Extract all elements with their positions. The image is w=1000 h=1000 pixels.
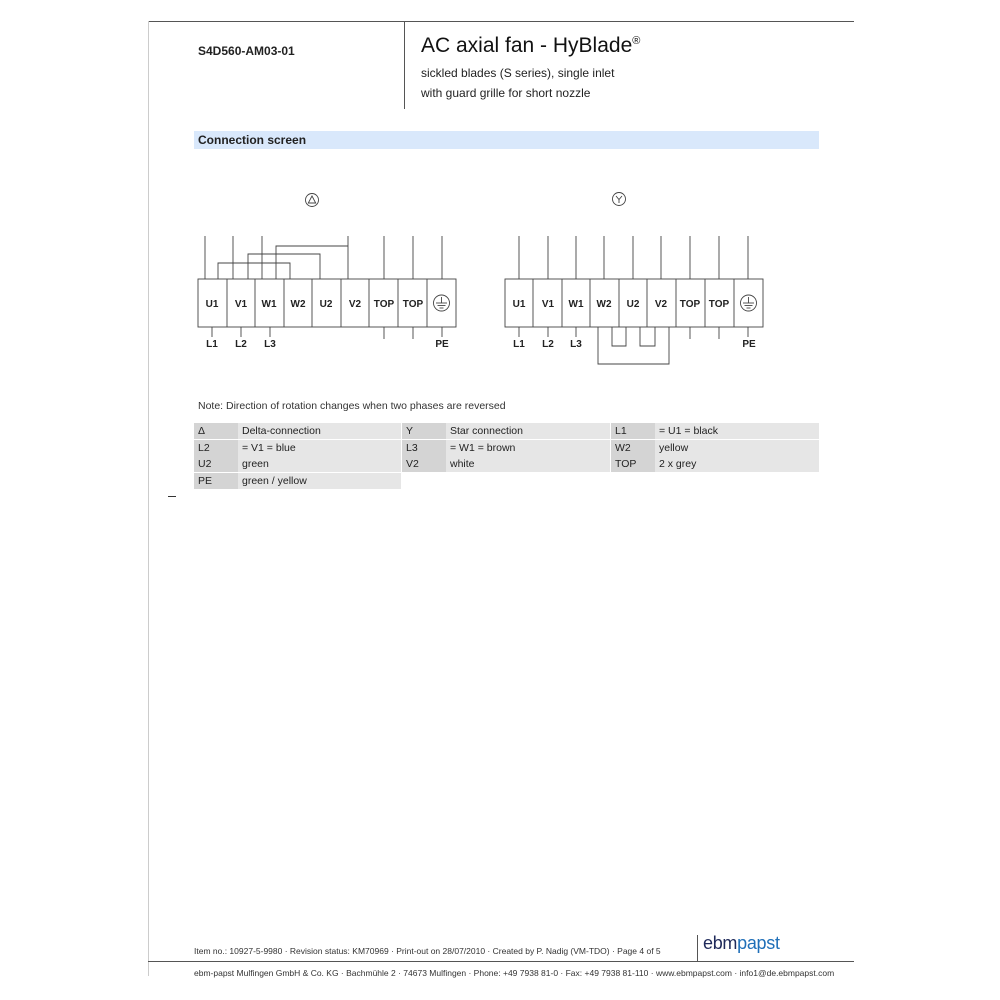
legend-row xyxy=(194,423,819,439)
legend-cell xyxy=(194,473,401,489)
delta-earth-icon xyxy=(434,295,450,311)
footer-rule xyxy=(148,961,854,962)
legend-row xyxy=(194,440,819,456)
star-terminal-label: TOP xyxy=(679,299,701,310)
legend-desc: 2 x grey xyxy=(659,458,697,471)
delta-symbol-icon xyxy=(306,194,319,207)
star-terminal-label: W1 xyxy=(568,299,584,310)
legend-desc: white xyxy=(450,458,475,471)
legend-row xyxy=(194,473,819,489)
legend-code: V2 xyxy=(402,456,446,472)
margin-mark xyxy=(168,496,176,497)
delta-terminal-label: V1 xyxy=(234,299,248,310)
legend-cell xyxy=(611,423,819,439)
footer-address: ebm-papst Mulfingen GmbH & Co. KG · Bachmühle 2 · 74673 Mulfingen · Phone: +49 7938 81-0 · Fax: +49 7938 81-110 · www.ebmpapst.com · info1@de.ebmpapst.com xyxy=(194,968,835,978)
legend-desc: Delta-connection xyxy=(242,425,321,437)
legend-desc: Star connection xyxy=(450,425,523,437)
legend-table xyxy=(194,423,819,490)
registered-mark: ® xyxy=(632,35,641,47)
legend-cell xyxy=(402,423,610,439)
delta-terminal-label: V2 xyxy=(348,299,362,310)
star-bottom-label: L1 xyxy=(513,339,525,350)
rotation-note: Note: Direction of rotation changes when two phases are reversed xyxy=(198,400,506,412)
ebmpapst-logo xyxy=(703,933,780,954)
subtitle-line-1: sickled blades (S series), single inlet xyxy=(421,66,615,80)
legend-desc: = V1 = blue xyxy=(242,441,296,454)
legend-code: PE xyxy=(194,473,238,489)
legend-code: Y xyxy=(402,423,446,439)
model-number: S4D560-AM03-01 xyxy=(198,44,295,58)
legend-cell xyxy=(194,456,401,472)
title-text: AC axial fan - HyBlade xyxy=(421,34,633,57)
legend-desc: green / yellow xyxy=(242,475,307,488)
delta-bottom-label: L2 xyxy=(235,339,247,350)
star-terminal-label: W2 xyxy=(596,299,612,310)
legend-code: U2 xyxy=(194,456,238,472)
delta-terminal-label: U1 xyxy=(205,299,219,310)
star-terminal-label: U2 xyxy=(626,299,640,310)
delta-bottom-label: L3 xyxy=(264,339,276,350)
star-terminal-label: U1 xyxy=(512,299,526,310)
legend-cell xyxy=(611,440,819,456)
legend-cell xyxy=(194,423,401,439)
legend-desc: = W1 = brown xyxy=(450,441,516,454)
legend-desc: yellow xyxy=(659,441,689,454)
star-terminal-label: TOP xyxy=(708,299,730,310)
legend-desc: green xyxy=(242,458,269,471)
logo-part-1: ebm xyxy=(703,933,738,953)
legend-code: W2 xyxy=(611,440,655,456)
delta-terminal-label: TOP xyxy=(373,299,395,310)
footer-info: Item no.: 10927-5-9980 · Revision status: KM70969 · Print-out on 28/07/2010 · Created by P. Nadig (VM-TDO) · Page 4 of 5 xyxy=(194,946,661,956)
legend-cell xyxy=(402,456,610,472)
delta-terminal-label: W2 xyxy=(290,299,306,310)
connection-diagrams xyxy=(0,0,1000,400)
legend-code: Δ xyxy=(194,423,238,439)
legend-cell xyxy=(611,456,819,472)
legend-desc: = U1 = black xyxy=(659,425,718,437)
star-symbol-icon xyxy=(613,193,626,206)
logo-part-2: papst xyxy=(737,933,780,953)
legend-code: TOP xyxy=(611,456,655,472)
delta-bottom-label: L1 xyxy=(206,339,218,350)
legend-code: L3 xyxy=(402,440,446,456)
legend-cell xyxy=(402,440,610,456)
legend-code: L2 xyxy=(194,440,238,456)
subtitle-line-2: with guard grille for short nozzle xyxy=(421,86,591,100)
delta-terminal-label: TOP xyxy=(402,299,424,310)
section-title: Connection screen xyxy=(198,133,307,147)
delta-terminal-label: U2 xyxy=(319,299,333,310)
star-earth-icon xyxy=(741,295,757,311)
delta-bottom-label: PE xyxy=(435,339,449,350)
star-bottom-label: L3 xyxy=(570,339,582,350)
legend-row xyxy=(194,456,819,472)
star-bottom-label: PE xyxy=(742,339,756,350)
legend-cell xyxy=(194,440,401,456)
star-terminal-label: V1 xyxy=(541,299,555,310)
star-terminal-label: V2 xyxy=(654,299,668,310)
delta-terminal-label: W1 xyxy=(261,299,277,310)
footer-divider xyxy=(697,935,698,961)
star-bottom-label: L2 xyxy=(542,339,554,350)
legend-code: L1 xyxy=(611,423,655,439)
